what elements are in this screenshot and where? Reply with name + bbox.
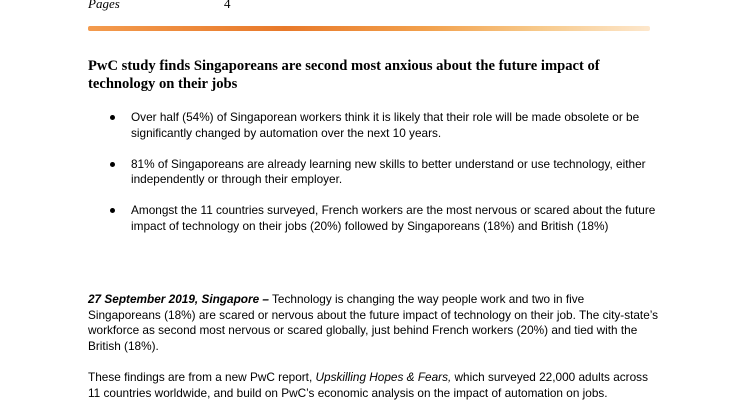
paragraph-2-text-start: These findings are from a new PwC report,	[88, 370, 316, 384]
pages-value: 4	[224, 0, 231, 11]
paragraph-1-text: Technology is changing the way people work and two in five Singaporeans (18%) are scared or nervous about the future impact of technology on their job. The city-state’s workforce as second most nervous or scared globally, just behind French workers (20%) and tied with the British (18%).	[88, 292, 659, 353]
key-findings-list	[88, 110, 668, 250]
list-item	[88, 157, 668, 188]
report-title: Upskilling Hopes & Fears,	[315, 370, 452, 384]
bullet-text: Amongst the 11 countries surveyed, French workers are the most nervous or scared about the future impact of technology on their jobs (20%) followed by Singaporeans (18%) and British (18%)	[131, 203, 656, 233]
pages-label: Pages	[88, 0, 120, 11]
bullet-icon	[110, 115, 115, 120]
list-item	[88, 110, 668, 141]
body-paragraph-1	[88, 292, 660, 354]
bullet-text: Over half (54%) of Singaporean workers think it is likely that their role will be made obsolete or be significantly changed by automation over the next 10 years.	[131, 110, 640, 140]
orange-divider	[88, 26, 650, 31]
list-item	[88, 203, 668, 234]
body-paragraph-2	[88, 370, 660, 401]
press-release-headline: PwC study finds Singaporeans are second most anxious about the future impact of technology on their jobs	[88, 58, 600, 92]
dateline: 27 September 2019, Singapore –	[88, 292, 269, 306]
bullet-icon	[110, 162, 115, 167]
bullet-text: 81% of Singaporeans are already learning new skills to better understand or use technology, either independently or through their employer.	[131, 156, 646, 186]
paragraph-2-text-end: which surveyed 22,000 adults across 11 countries worldwide, and build on PwC’s economic analysis on the impact of automation on jobs.	[88, 370, 648, 400]
bullet-icon	[110, 208, 115, 213]
